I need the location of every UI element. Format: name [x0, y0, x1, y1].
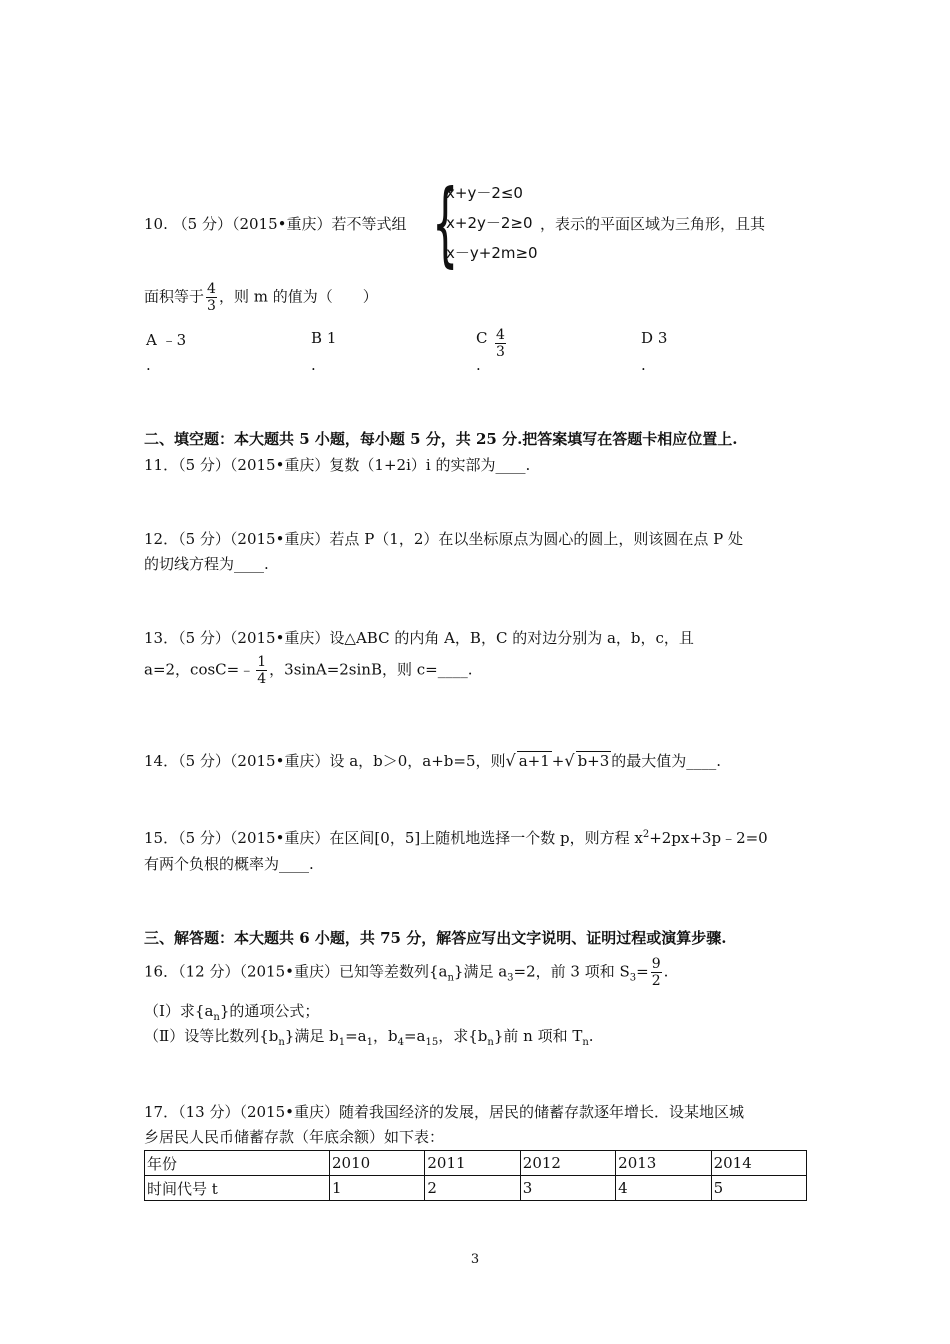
table-cell: 2011 — [425, 1151, 520, 1176]
option-b-dot: . — [311, 356, 316, 374]
q10-brace: { — [432, 170, 459, 277]
table-cell: 4 — [616, 1176, 711, 1201]
q16-line1-b: }满足 a — [453, 962, 508, 981]
q16-line1 — [144, 957, 668, 988]
q16-line1-c: =2，前 3 项和 S — [513, 962, 630, 981]
q16-part2-sub-1: 1 — [338, 1037, 346, 1048]
table-cell: 2012 — [520, 1151, 615, 1176]
q12-line1: 12．（5 分）（2015•重庆）若点 P（1，2）在以坐标原点为圆心的圆上，则该圆在点 P 处 — [144, 530, 743, 548]
q16-part2-sub-n2: n — [487, 1037, 494, 1048]
q16-part2-g: }前 n 项和 T — [493, 1027, 583, 1045]
q16-frac-den: 2 — [651, 973, 661, 989]
q13-line2-a: a=2，cosC=﹣ — [144, 660, 255, 679]
q10-option-c — [476, 329, 487, 347]
option-a-dot: . — [146, 356, 151, 374]
q16-part1 — [144, 1000, 319, 1023]
q16-part2-a: （Ⅱ）设等比数列{b — [144, 1027, 279, 1045]
q16-part2-b: }满足 b — [284, 1027, 339, 1045]
q10-stem-c: 面积等于 — [144, 287, 205, 306]
q16-part2-sub-1b: 1 — [366, 1037, 373, 1048]
q10-ineq-2: x+2y－2≥0 — [446, 214, 533, 232]
table-cell: 2013 — [616, 1151, 711, 1176]
q16-part2 — [144, 1025, 594, 1048]
q16-part1-sub-n: n — [213, 1012, 220, 1023]
q10-stem-a: 若不等式组 — [331, 215, 407, 233]
option-b-label: B — [311, 329, 323, 347]
q16-part1-b: }的通项公式； — [219, 1002, 320, 1020]
q16-part2-sub-15: 15 — [425, 1037, 439, 1048]
q16-sub-3b: 3 — [629, 972, 637, 984]
q14-suffix: 的最大值为____. — [611, 752, 722, 770]
q16-part2-sub-4: 4 — [397, 1037, 404, 1048]
q14-radicand-1: a+1 — [518, 752, 550, 770]
q16-part2-d: ，b — [372, 1027, 398, 1045]
q10-stem-line1 — [144, 213, 407, 234]
q14-prefix: 14．（5 分）（2015•重庆）设 a，b＞0，a+b=5，则 — [144, 752, 506, 770]
section2-heading: 二、填空题：本大题共 5 小题，每小题 5 分，共 25 分.把答案填写在答题卡相应位置上. — [144, 430, 738, 448]
q17-data-table — [144, 1150, 807, 1201]
table-cell: 2010 — [330, 1151, 425, 1176]
sqrt-icon: √ — [505, 751, 516, 770]
option-c-label: C — [476, 329, 488, 347]
q13-fraction — [256, 655, 267, 686]
q10-fraction — [206, 282, 217, 313]
q10-score: （5 分） — [172, 215, 232, 233]
table-cell: 3 — [520, 1176, 615, 1201]
q16-part2-c: =a — [345, 1027, 367, 1045]
q12-line2: 的切线方程为____. — [144, 555, 269, 573]
q15-line1-a: 15．（5 分）（2015•重庆）在区间[0，5]上随机地选择一个数 p，则方程 x — [144, 829, 643, 847]
table-cell: 2 — [425, 1176, 520, 1201]
sqrt-icon: √ — [564, 751, 575, 770]
q10-option-b — [311, 329, 336, 347]
q10-source: （2015•重庆） — [231, 215, 332, 233]
q14-text — [144, 750, 721, 771]
q15-line2: 有两个负根的概率为____. — [144, 855, 314, 873]
table-row — [145, 1151, 807, 1176]
q16-fraction — [651, 957, 662, 988]
q13-line2 — [144, 655, 472, 686]
q16-part2-sub-n: n — [278, 1037, 285, 1048]
q16-line1-d: = — [636, 962, 649, 981]
table-cell: 2014 — [711, 1151, 806, 1176]
table-cell: 5 — [711, 1176, 806, 1201]
q16-part2-e: =a — [403, 1027, 426, 1045]
q13-line2-b: ，3sinA=2sinB，则 c=____. — [269, 660, 473, 679]
q16-line1-e: . — [663, 962, 669, 981]
table-cell: 年份 — [145, 1151, 330, 1176]
q16-part1-a: （Ⅰ）求{a — [144, 1002, 214, 1020]
option-c-fraction-wrap — [493, 328, 508, 359]
option-b-value: 1 — [326, 329, 337, 347]
option-a-label: A — [146, 331, 157, 349]
table-cell: 时间代号 t — [145, 1176, 330, 1201]
q16-sub-n: n — [447, 972, 454, 984]
q10-stem-line2 — [144, 282, 378, 313]
option-d-dot: . — [641, 356, 646, 374]
table-row — [145, 1176, 807, 1201]
option-c-fraction — [495, 328, 506, 359]
q16-part2-f: ，求{b — [438, 1027, 488, 1045]
q13-frac-num: 1 — [257, 654, 267, 670]
q10-option-d — [641, 329, 667, 347]
q15-sup: 2 — [642, 829, 650, 840]
q10-frac-num: 4 — [207, 281, 216, 297]
option-a-value: ﹣3 — [161, 331, 187, 349]
q11-text: 11．（5 分）（2015•重庆）复数（1+2i）i 的实部为____. — [144, 456, 531, 474]
q10-option-a — [146, 329, 186, 350]
option-d-label: D — [641, 329, 654, 347]
q10-inequality-system — [432, 170, 552, 277]
q13-line1: 13．（5 分）（2015•重庆）设△ABC 的内角 A，B，C 的对边分别为 a，b，c，且 — [144, 629, 694, 647]
q16-frac-num: 9 — [651, 956, 661, 972]
q10-ineq-1: x+y－2≤0 — [446, 184, 523, 202]
q16-line1-a: 16．（12 分）（2015•重庆）已知等差数列{a — [144, 962, 448, 981]
section3-heading: 三、解答题：本大题共 6 小题，共 75 分，解答应写出文字说明、证明过程或演算步骤. — [144, 929, 727, 947]
page-number: 3 — [470, 1252, 480, 1267]
q16-sub-3: 3 — [507, 972, 514, 984]
q15-line1 — [144, 827, 768, 848]
q10-number: 10. — [144, 215, 168, 233]
q17-line1: 17．（13 分）（2015•重庆）随着我国经济的发展，居民的储蓄存款逐年增长．设某地区城 — [144, 1103, 744, 1121]
q16-part2-h: . — [588, 1027, 594, 1045]
q10-stem-d: ，则 m 的值为（ ） — [218, 287, 378, 306]
q15-line1-b: +2px+3p﹣2=0 — [649, 829, 768, 847]
option-c-num: 4 — [496, 327, 505, 343]
q10-stem-b: ，表示的平面区域为三角形，且其 — [540, 215, 766, 233]
option-c-den: 3 — [496, 344, 505, 360]
q13-frac-den: 4 — [257, 671, 267, 687]
q16-part2-sub-n3: n — [582, 1037, 589, 1048]
q17-line2: 乡居民人民币储蓄存款（年底余额）如下表： — [144, 1128, 445, 1146]
q10-ineq-3: x－y+2m≥0 — [446, 244, 538, 262]
option-d-value: 3 — [657, 329, 668, 347]
option-c-dot: . — [476, 356, 481, 374]
q14-radicand-2: b+3 — [577, 752, 610, 770]
table-cell: 1 — [330, 1176, 425, 1201]
q14-plus: + — [551, 752, 565, 770]
q10-frac-den: 3 — [207, 298, 216, 314]
